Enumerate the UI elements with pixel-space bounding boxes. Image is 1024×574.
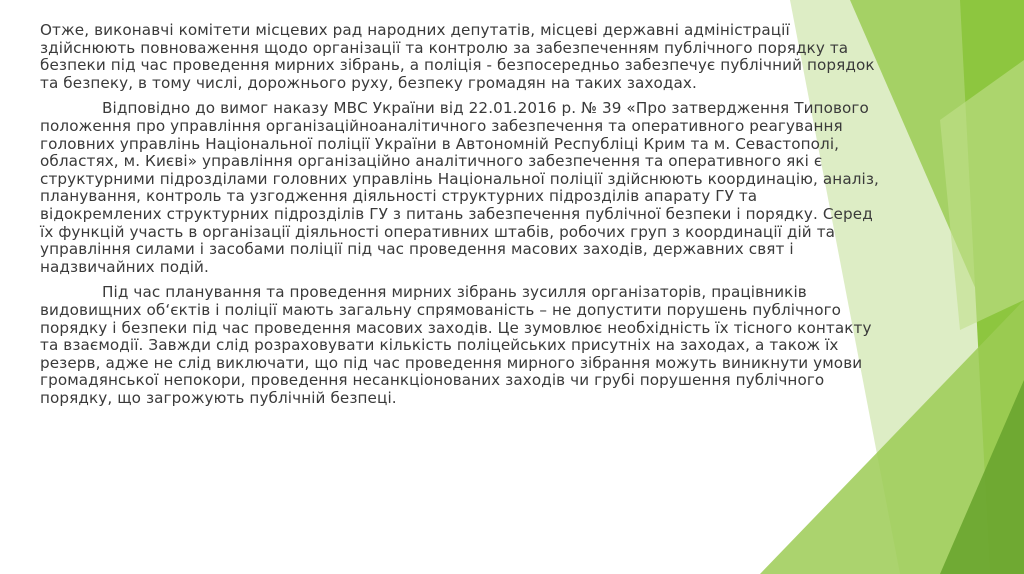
paragraph-2: Відповідно до вимог наказу МВС України від 22.01.2016 р. № 39 «Про затвердження Типового положення про управління організаційноаналітичного забезпечення та оперативного реагування головних управлінь Національної поліції України в Автономній Республіці Крим та м. Севастополі, областях, м. Києві» управління організаційно аналітичного забезпечення та оперативного які є структурними підрозділами головних управлінь Національної поліції здійснюють координацію, аналіз, планування, контроль та узгодження діяльності структурних підрозділів апарату ГУ та відокремлених структурних підрозділів ГУ з питань забезпечення публічної безпеки і порядку. Серед їх функцій участь в організації діяльності оперативних штабів, робочих груп з координації дій та управління силами і засобами поліції під час проведення масових заходів, державних свят і надзвичайних подій. <box>40 99 879 276</box>
paragraph-3: Під час планування та проведення мирних зібрань зусилля організаторів, працівників видовищних об‘єктів і поліції мають загальну спрямованість – не допустити порушень публічного порядку і безпеки під час проведення масових заходів. Це зумовлює необхідність їх тісного контакту та взаємодії. Завжди слід розраховувати кількість поліцейських присутніх на заходах, а також їх резерв, адже не слід виключати, що під час проведення мирного зібрання можуть виникнути умови громадянської непокори, проведення несанкціонованих заходів чи грубі порушення публічного порядку, що загрожують публічній безпеці. <box>40 283 872 407</box>
paragraph-1: Отже, виконавчі комітети місцевих рад народних депутатів, місцеві державні адміністрації здійснюють повноваження щодо організації та контролю за забезпеченням публічного порядку та безпеки під час проведення мирних зібрань, а поліція - безпосередньо забезпечує публічний порядок та безпеку, в тому числі, дорожнього руху, безпеку громадян на таких заходах. <box>40 21 875 92</box>
document-body <box>40 22 880 415</box>
